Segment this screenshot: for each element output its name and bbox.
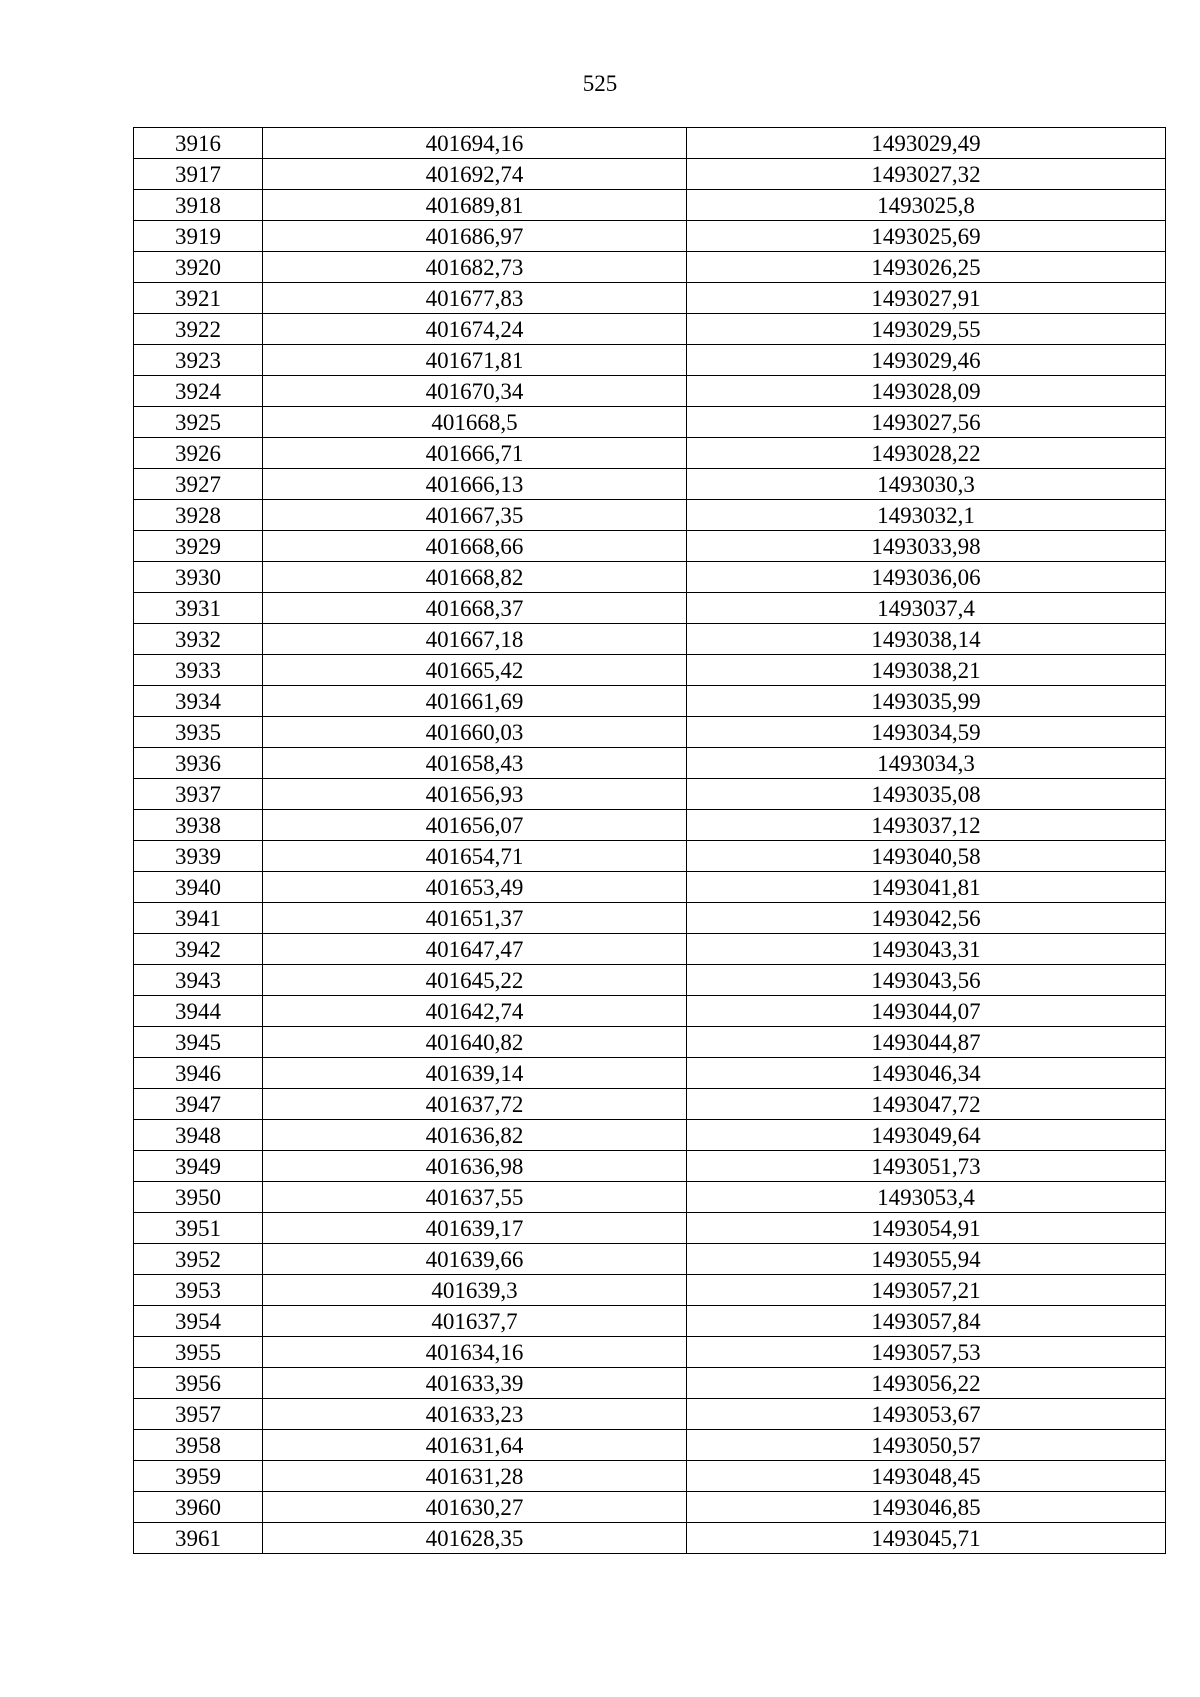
- point-number-cell: 3930: [134, 562, 263, 593]
- y-coordinate-cell: 1493056,22: [687, 1368, 1166, 1399]
- table-row: [134, 1368, 1166, 1399]
- table-row: [134, 252, 1166, 283]
- point-number-cell: 3920: [134, 252, 263, 283]
- x-coordinate-cell: 401639,66: [263, 1244, 687, 1275]
- x-coordinate-cell: 401668,82: [263, 562, 687, 593]
- table-row: [134, 314, 1166, 345]
- y-coordinate-cell: 1493037,12: [687, 810, 1166, 841]
- x-coordinate-cell: 401668,5: [263, 407, 687, 438]
- point-number-cell: 3919: [134, 221, 263, 252]
- point-number-cell: 3942: [134, 934, 263, 965]
- point-number-cell: 3945: [134, 1027, 263, 1058]
- point-number-cell: 3922: [134, 314, 263, 345]
- table-row: [134, 1523, 1166, 1554]
- table-row: [134, 283, 1166, 314]
- x-coordinate-cell: 401636,98: [263, 1151, 687, 1182]
- x-coordinate-cell: 401645,22: [263, 965, 687, 996]
- table-row: [134, 1120, 1166, 1151]
- y-coordinate-cell: 1493029,49: [687, 128, 1166, 159]
- point-number-cell: 3916: [134, 128, 263, 159]
- table-row: [134, 593, 1166, 624]
- coordinates-table: [133, 127, 1166, 1554]
- table-row: [134, 686, 1166, 717]
- point-number-cell: 3926: [134, 438, 263, 469]
- x-coordinate-cell: 401637,72: [263, 1089, 687, 1120]
- y-coordinate-cell: 1493027,32: [687, 159, 1166, 190]
- table-row: [134, 531, 1166, 562]
- table-row: [134, 655, 1166, 686]
- x-coordinate-cell: 401660,03: [263, 717, 687, 748]
- y-coordinate-cell: 1493044,87: [687, 1027, 1166, 1058]
- point-number-cell: 3955: [134, 1337, 263, 1368]
- table-row: [134, 438, 1166, 469]
- x-coordinate-cell: 401633,39: [263, 1368, 687, 1399]
- table-row: [134, 1430, 1166, 1461]
- point-number-cell: 3941: [134, 903, 263, 934]
- coordinates-table-body: [134, 128, 1166, 1554]
- y-coordinate-cell: 1493053,67: [687, 1399, 1166, 1430]
- point-number-cell: 3927: [134, 469, 263, 500]
- table-row: [134, 841, 1166, 872]
- x-coordinate-cell: 401631,28: [263, 1461, 687, 1492]
- table-row: [134, 469, 1166, 500]
- y-coordinate-cell: 1493035,08: [687, 779, 1166, 810]
- table-row: [134, 1399, 1166, 1430]
- y-coordinate-cell: 1493034,59: [687, 717, 1166, 748]
- point-number-cell: 3957: [134, 1399, 263, 1430]
- table-row: [134, 624, 1166, 655]
- x-coordinate-cell: 401654,71: [263, 841, 687, 872]
- y-coordinate-cell: 1493038,14: [687, 624, 1166, 655]
- x-coordinate-cell: 401686,97: [263, 221, 687, 252]
- y-coordinate-cell: 1493036,06: [687, 562, 1166, 593]
- table-row: [134, 128, 1166, 159]
- table-row: [134, 1306, 1166, 1337]
- table-row: [134, 1151, 1166, 1182]
- point-number-cell: 3934: [134, 686, 263, 717]
- y-coordinate-cell: 1493042,56: [687, 903, 1166, 934]
- y-coordinate-cell: 1493025,69: [687, 221, 1166, 252]
- x-coordinate-cell: 401639,3: [263, 1275, 687, 1306]
- table-row: [134, 1492, 1166, 1523]
- point-number-cell: 3931: [134, 593, 263, 624]
- point-number-cell: 3940: [134, 872, 263, 903]
- point-number-cell: 3958: [134, 1430, 263, 1461]
- x-coordinate-cell: 401631,64: [263, 1430, 687, 1461]
- point-number-cell: 3959: [134, 1461, 263, 1492]
- table-row: [134, 996, 1166, 1027]
- table-row: [134, 376, 1166, 407]
- x-coordinate-cell: 401666,13: [263, 469, 687, 500]
- point-number-cell: 3947: [134, 1089, 263, 1120]
- table-row: [134, 1058, 1166, 1089]
- y-coordinate-cell: 1493057,21: [687, 1275, 1166, 1306]
- point-number-cell: 3936: [134, 748, 263, 779]
- y-coordinate-cell: 1493043,31: [687, 934, 1166, 965]
- point-number-cell: 3939: [134, 841, 263, 872]
- y-coordinate-cell: 1493057,84: [687, 1306, 1166, 1337]
- x-coordinate-cell: 401692,74: [263, 159, 687, 190]
- x-coordinate-cell: 401668,37: [263, 593, 687, 624]
- point-number-cell: 3946: [134, 1058, 263, 1089]
- y-coordinate-cell: 1493028,09: [687, 376, 1166, 407]
- table-row: [134, 407, 1166, 438]
- x-coordinate-cell: 401656,07: [263, 810, 687, 841]
- x-coordinate-cell: 401636,82: [263, 1120, 687, 1151]
- x-coordinate-cell: 401653,49: [263, 872, 687, 903]
- point-number-cell: 3935: [134, 717, 263, 748]
- x-coordinate-cell: 401666,71: [263, 438, 687, 469]
- table-row: [134, 562, 1166, 593]
- y-coordinate-cell: 1493038,21: [687, 655, 1166, 686]
- x-coordinate-cell: 401630,27: [263, 1492, 687, 1523]
- point-number-cell: 3944: [134, 996, 263, 1027]
- table-row: [134, 965, 1166, 996]
- point-number-cell: 3954: [134, 1306, 263, 1337]
- point-number-cell: 3928: [134, 500, 263, 531]
- point-number-cell: 3918: [134, 190, 263, 221]
- y-coordinate-cell: 1493049,64: [687, 1120, 1166, 1151]
- y-coordinate-cell: 1493035,99: [687, 686, 1166, 717]
- x-coordinate-cell: 401658,43: [263, 748, 687, 779]
- table-row: [134, 1337, 1166, 1368]
- table-row: [134, 159, 1166, 190]
- y-coordinate-cell: 1493044,07: [687, 996, 1166, 1027]
- x-coordinate-cell: 401667,18: [263, 624, 687, 655]
- page-number: 525: [582, 71, 618, 96]
- x-coordinate-cell: 401694,16: [263, 128, 687, 159]
- table-row: [134, 717, 1166, 748]
- y-coordinate-cell: 1493057,53: [687, 1337, 1166, 1368]
- point-number-cell: 3953: [134, 1275, 263, 1306]
- point-number-cell: 3923: [134, 345, 263, 376]
- x-coordinate-cell: 401642,74: [263, 996, 687, 1027]
- y-coordinate-cell: 1493025,8: [687, 190, 1166, 221]
- y-coordinate-cell: 1493046,34: [687, 1058, 1166, 1089]
- point-number-cell: 3937: [134, 779, 263, 810]
- y-coordinate-cell: 1493051,73: [687, 1151, 1166, 1182]
- y-coordinate-cell: 1493054,91: [687, 1213, 1166, 1244]
- y-coordinate-cell: 1493053,4: [687, 1182, 1166, 1213]
- table-row: [134, 1089, 1166, 1120]
- point-number-cell: 3917: [134, 159, 263, 190]
- table-row: [134, 903, 1166, 934]
- table-row: [134, 345, 1166, 376]
- y-coordinate-cell: 1493046,85: [687, 1492, 1166, 1523]
- x-coordinate-cell: 401682,73: [263, 252, 687, 283]
- y-coordinate-cell: 1493034,3: [687, 748, 1166, 779]
- point-number-cell: 3929: [134, 531, 263, 562]
- x-coordinate-cell: 401661,69: [263, 686, 687, 717]
- x-coordinate-cell: 401671,81: [263, 345, 687, 376]
- y-coordinate-cell: 1493029,55: [687, 314, 1166, 345]
- y-coordinate-cell: 1493029,46: [687, 345, 1166, 376]
- x-coordinate-cell: 401634,16: [263, 1337, 687, 1368]
- point-number-cell: 3961: [134, 1523, 263, 1554]
- point-number-cell: 3921: [134, 283, 263, 314]
- x-coordinate-cell: 401640,82: [263, 1027, 687, 1058]
- point-number-cell: 3960: [134, 1492, 263, 1523]
- y-coordinate-cell: 1493045,71: [687, 1523, 1166, 1554]
- y-coordinate-cell: 1493027,91: [687, 283, 1166, 314]
- x-coordinate-cell: 401651,37: [263, 903, 687, 934]
- table-row: [134, 748, 1166, 779]
- x-coordinate-cell: 401637,55: [263, 1182, 687, 1213]
- table-row: [134, 1027, 1166, 1058]
- y-coordinate-cell: 1493027,56: [687, 407, 1166, 438]
- y-coordinate-cell: 1493047,72: [687, 1089, 1166, 1120]
- x-coordinate-cell: 401665,42: [263, 655, 687, 686]
- y-coordinate-cell: 1493033,98: [687, 531, 1166, 562]
- point-number-cell: 3956: [134, 1368, 263, 1399]
- table-row: [134, 500, 1166, 531]
- table-row: [134, 221, 1166, 252]
- point-number-cell: 3924: [134, 376, 263, 407]
- y-coordinate-cell: 1493041,81: [687, 872, 1166, 903]
- y-coordinate-cell: 1493050,57: [687, 1430, 1166, 1461]
- x-coordinate-cell: 401647,47: [263, 934, 687, 965]
- point-number-cell: 3951: [134, 1213, 263, 1244]
- y-coordinate-cell: 1493040,58: [687, 841, 1166, 872]
- y-coordinate-cell: 1493055,94: [687, 1244, 1166, 1275]
- table-row: [134, 1275, 1166, 1306]
- x-coordinate-cell: 401628,35: [263, 1523, 687, 1554]
- point-number-cell: 3943: [134, 965, 263, 996]
- point-number-cell: 3948: [134, 1120, 263, 1151]
- point-number-cell: 3933: [134, 655, 263, 686]
- x-coordinate-cell: 401689,81: [263, 190, 687, 221]
- x-coordinate-cell: 401677,83: [263, 283, 687, 314]
- table-row: [134, 810, 1166, 841]
- y-coordinate-cell: 1493030,3: [687, 469, 1166, 500]
- point-number-cell: 3952: [134, 1244, 263, 1275]
- point-number-cell: 3932: [134, 624, 263, 655]
- table-row: [134, 934, 1166, 965]
- table-row: [134, 779, 1166, 810]
- y-coordinate-cell: 1493028,22: [687, 438, 1166, 469]
- table-row: [134, 190, 1166, 221]
- x-coordinate-cell: 401639,17: [263, 1213, 687, 1244]
- x-coordinate-cell: 401656,93: [263, 779, 687, 810]
- x-coordinate-cell: 401670,34: [263, 376, 687, 407]
- y-coordinate-cell: 1493043,56: [687, 965, 1166, 996]
- point-number-cell: 3925: [134, 407, 263, 438]
- x-coordinate-cell: 401633,23: [263, 1399, 687, 1430]
- y-coordinate-cell: 1493032,1: [687, 500, 1166, 531]
- x-coordinate-cell: 401639,14: [263, 1058, 687, 1089]
- table-row: [134, 1461, 1166, 1492]
- y-coordinate-cell: 1493026,25: [687, 252, 1166, 283]
- y-coordinate-cell: 1493037,4: [687, 593, 1166, 624]
- point-number-cell: 3950: [134, 1182, 263, 1213]
- x-coordinate-cell: 401637,7: [263, 1306, 687, 1337]
- table-row: [134, 872, 1166, 903]
- table-row: [134, 1244, 1166, 1275]
- x-coordinate-cell: 401667,35: [263, 500, 687, 531]
- point-number-cell: 3949: [134, 1151, 263, 1182]
- table-row: [134, 1182, 1166, 1213]
- x-coordinate-cell: 401674,24: [263, 314, 687, 345]
- x-coordinate-cell: 401668,66: [263, 531, 687, 562]
- table-row: [134, 1213, 1166, 1244]
- point-number-cell: 3938: [134, 810, 263, 841]
- y-coordinate-cell: 1493048,45: [687, 1461, 1166, 1492]
